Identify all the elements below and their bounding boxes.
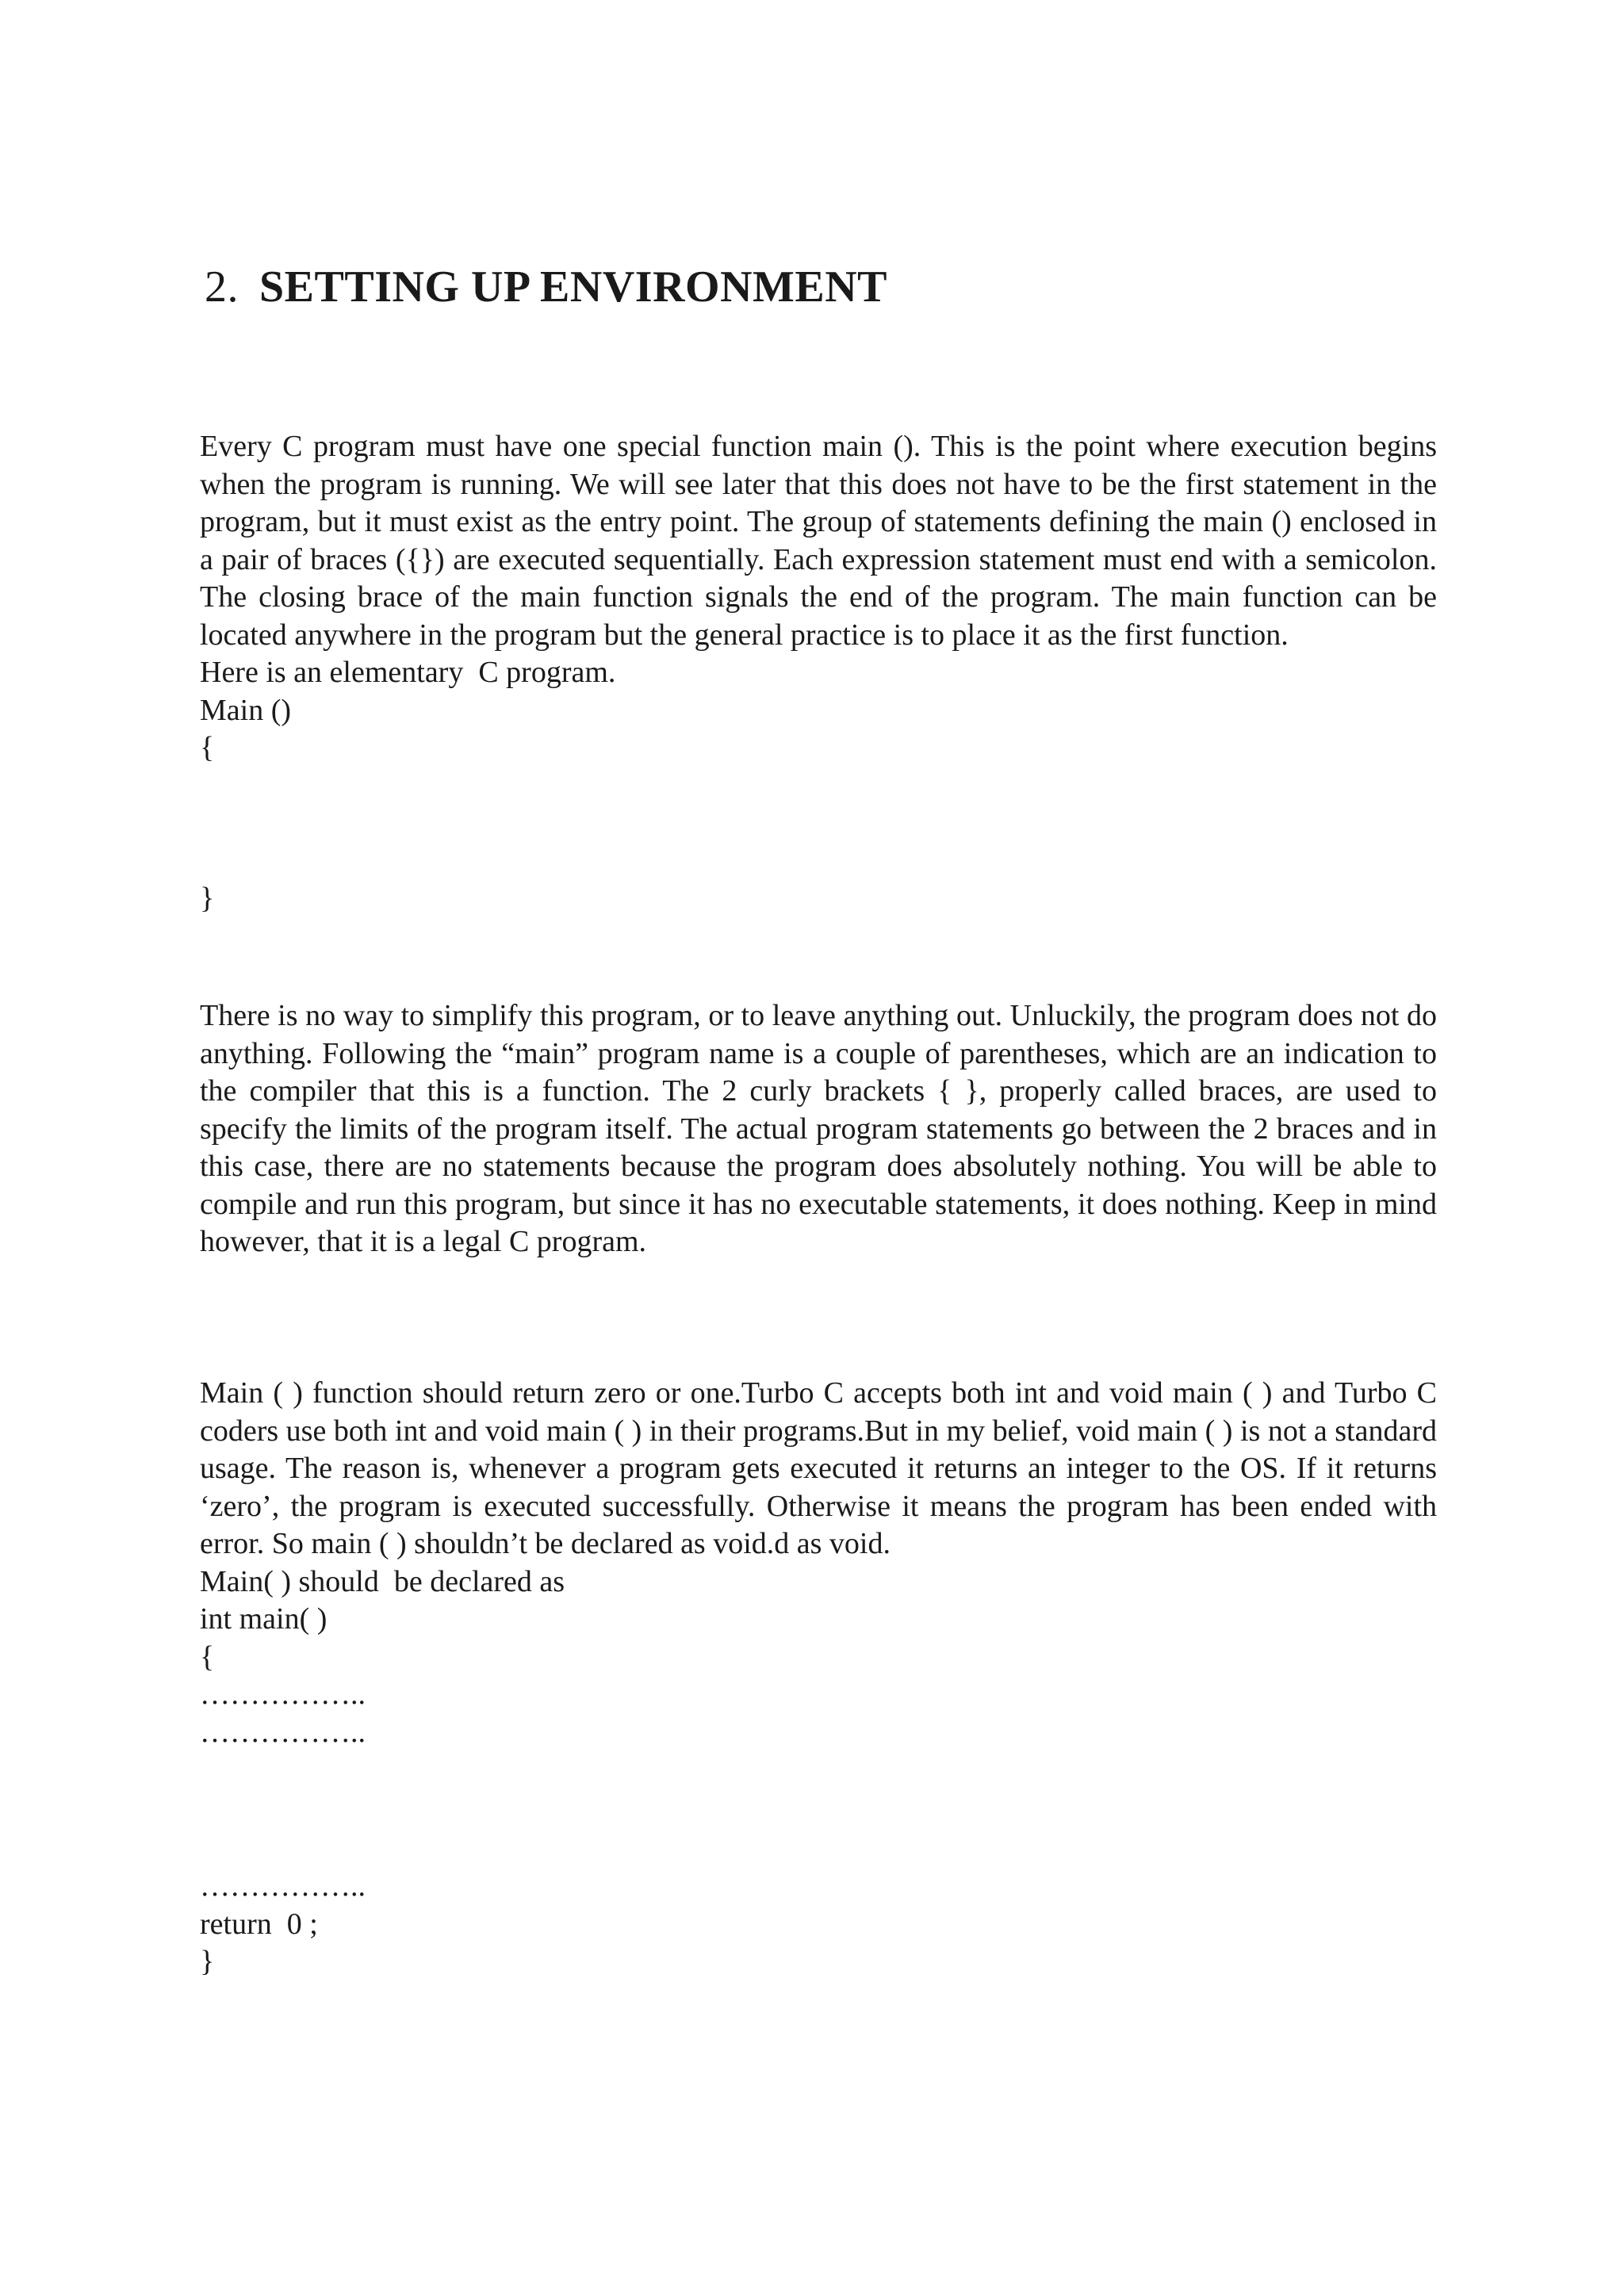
code-ellipsis-1: …………….. xyxy=(200,1678,366,1711)
section-program-explanation xyxy=(200,997,1437,1261)
code-ellipsis-3: …………….. xyxy=(200,1869,366,1903)
section-title-text: SETTING UP ENVIRONMENT xyxy=(259,262,888,312)
declare-line: Main( ) should be declared as xyxy=(200,1564,565,1598)
section-number: 2. xyxy=(205,262,239,312)
code-close-brace: } xyxy=(200,882,215,915)
code-return-statement: return 0 ; xyxy=(200,1907,318,1941)
section-main-function xyxy=(200,428,1437,767)
code-int-main: int main( ) xyxy=(200,1602,327,1636)
code-open-brace-2: { xyxy=(200,1640,215,1674)
code-block-end xyxy=(200,880,1437,918)
section-return-value xyxy=(200,1375,1437,1751)
paragraph-main-function-intro: Every C program must have one special function main (). This is the point where execution begins when the program is running. We will see later that this does not have to be the first statement in the program, but it must exist as the entry point. The group of statements defining the main () enclosed in a pair of braces ({}) are executed sequentially. Each expression statement must end with a semicolon. The closing brace of the main function signals the end of the program. The main function can be located anywhere in the program but the general practice is to place it as the first function. xyxy=(200,430,1437,652)
code-open-brace: { xyxy=(200,731,215,764)
code-close-brace-2: } xyxy=(200,1945,215,1978)
code-main-declaration: Main () xyxy=(200,693,292,727)
code-ellipsis-2: …………….. xyxy=(200,1715,366,1749)
paragraph-program-explanation: There is no way to simplify this program, or to leave anything out. Unluckily, the program does not do anything. Following the “main” program name is a couple of parentheses, which are an indication to the compiler that this is a function. The 2 curly brackets { }, properly called braces, are used to specify the limits of the program itself. The actual program statements go between the 2 braces and in this case, there are no statements because the program does absolutely nothing. You will be able to compile and run this program, but since it has no executable statements, it does nothing. Keep in mind however, that it is a legal C program. xyxy=(200,999,1437,1258)
page-title xyxy=(205,262,887,312)
paragraph-return-value: Main ( ) function should return zero or one.Turbo C accepts both int and void main ( ) and Turbo C coders use both int and void main ( ) in their programs.But in my belief, void main ( ) is not a standard usage. The reason is, whenever a program gets executed it returns an integer to the OS. If it returns ‘zero’, the program is executed successfully. Otherwise it means the program has been ended with error. So main ( ) shouldn’t be declared as void.d as void. xyxy=(200,1376,1437,1560)
code-block-tail xyxy=(200,1868,1437,1981)
example-intro-text: Here is an elementary C program. xyxy=(200,656,616,689)
